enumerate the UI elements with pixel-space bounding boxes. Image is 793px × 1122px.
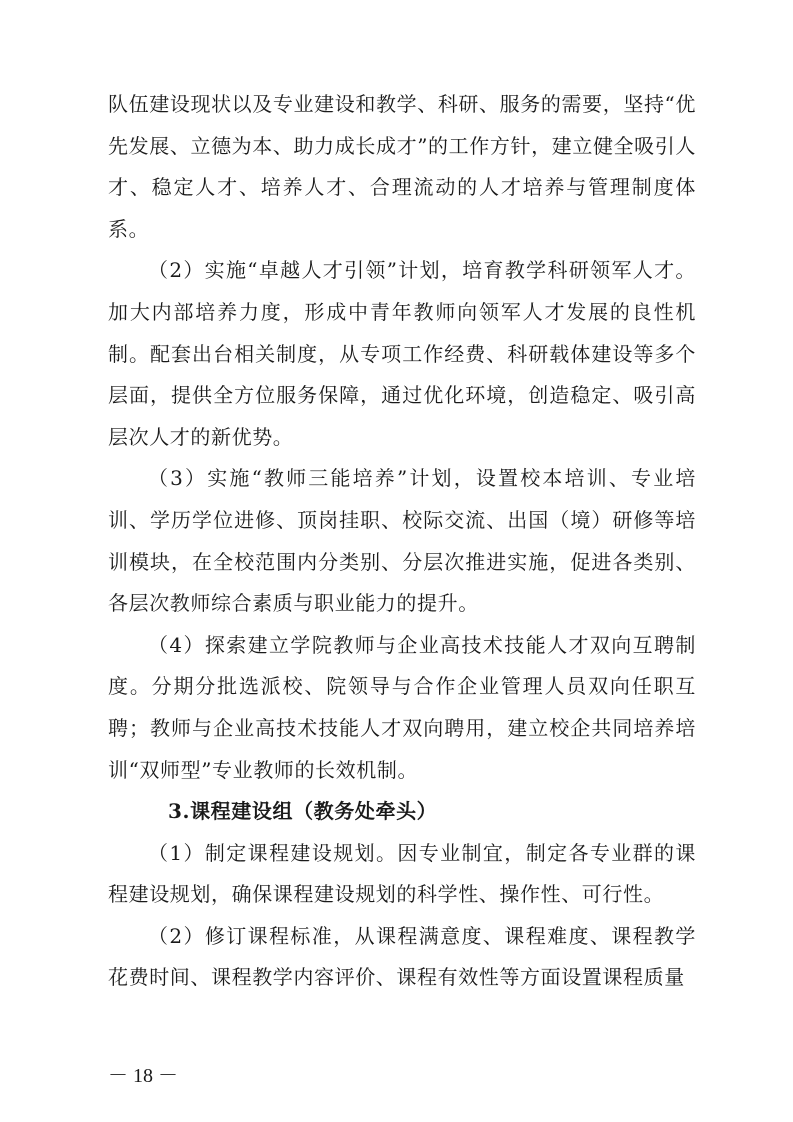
body-paragraph-course-standard: （2）修订课程标准，从课程满意度、课程难度、课程教学花费时间、课程教学内容评价、课程有效性等方面设置课程质量 (108, 923, 696, 990)
body-paragraph-talent-leadership: （2）实施“卓越人才引领”计划，培育教学科研领军人才。加大内部培养力度，形成中青年教师向领军人才发展的良性机制。配套出台相关制度，从专项工作经费、科研载体建设等多个层面，提供全方位服务保障，通过优化环境，创造稳定、吸引高层次人才的新优势。 (108, 258, 696, 449)
body-paragraph-course-plan: （1）制定课程建设规划。因专业制宜，制定各专业群的课程建设规划，确保课程建设规划的科学性、操作性、可行性。 (108, 840, 696, 907)
body-paragraph-continued: 队伍建设现状以及专业建设和教学、科研、服务的需要，坚持“优先发展、立德为本、助力成长成才”的工作方针，建立健全吸引人才、稳定人才、培养人才、合理流动的人才培养与管理制度体系。 (108, 92, 696, 241)
page-number: － 18 － (108, 1065, 178, 1087)
page-body (108, 84, 696, 999)
body-paragraph-mutual-appointment: （4）探索建立学院教师与企业高技术技能人才双向互聘制度。分期分批选派校、院领导与合作企业管理人员双向任职互聘；教师与企业高技术技能人才双向聘用，建立校企共同培养培训“双师型”专业教师的长效机制。 (108, 632, 696, 782)
body-paragraph-teacher-training: （3）实施“教师三能培养”计划，设置校本培训、专业培训、学历学位进修、顶岗挂职、校际交流、出国（境）研修等培训模块，在全校范围内分类别、分层次推进实施，促进各类别、各层次教师综合素质与职业能力的提升。 (108, 466, 696, 616)
section-heading: 3.课程建设组（教务处牵头） (168, 799, 438, 824)
